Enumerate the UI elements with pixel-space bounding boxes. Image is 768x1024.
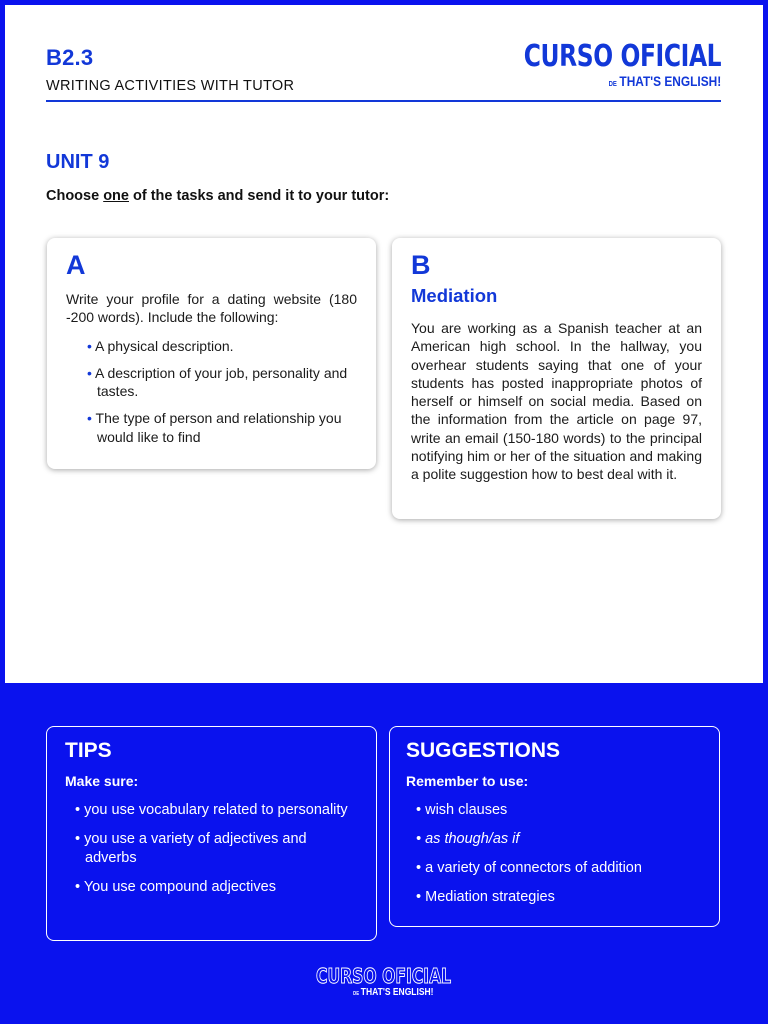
suggestions-title: SUGGESTIONS (406, 739, 561, 762)
task-a-text: Write your profile for a dating website (180 -200 words). Include the following: (66, 291, 357, 326)
task-letter-b: B (411, 250, 431, 280)
task-a-list (66, 337, 357, 446)
list-item-text: Mediation strategies (425, 889, 555, 905)
list-item-text: A description of your job, personality and tastes. (95, 364, 348, 400)
bullet-icon: • (87, 410, 96, 427)
list-item (75, 801, 358, 820)
list-item (87, 364, 357, 401)
footer-logo-line2 (58, 988, 711, 998)
list-item-text: you use vocabulary related to personality (84, 802, 348, 818)
list-item-text: You use compound adjectives (83, 879, 276, 895)
instruction-before: Choose (46, 188, 104, 204)
unit-title: UNIT 9 (46, 151, 110, 173)
task-b-heading: Mediation (411, 285, 498, 306)
bullet-icon: • (75, 831, 85, 847)
list-item (416, 830, 703, 849)
bullet-icon: • (75, 879, 84, 895)
header-divider (46, 100, 721, 102)
tips-list (65, 801, 358, 897)
suggestions-lead: Remember to use: (406, 773, 529, 789)
list-item-text: a variety of connectors of addition (425, 860, 642, 876)
bullet-icon: • (416, 802, 426, 818)
footer-logo-line1: CURSO OFICIAL (316, 964, 452, 988)
list-item (416, 859, 703, 878)
course-code: B2.3 (46, 45, 94, 70)
bullet-icon: • (87, 364, 96, 381)
list-item-text: A physical description. (95, 337, 234, 354)
task-b-text: You are working as a Spanish teacher at an American high school. In the hallway, you overhear students saying that one of your students has posted inappropriate photos of herself or himself on social media. Based on the information from the article on page 97, write an email (150-180 words) to the principal notifying him or her of the situation and making a polite suggestion how to best deal with it. (411, 320, 702, 483)
list-item (87, 337, 357, 355)
page-subtitle: WRITING ACTIVITIES WITH TUTOR (46, 78, 295, 94)
bullet-icon: • (416, 889, 426, 905)
task-card-b (392, 238, 721, 519)
list-item (75, 878, 358, 897)
suggestions-list (406, 801, 703, 907)
list-item (87, 409, 357, 446)
list-item-text: as though/as if (425, 831, 520, 847)
logo-line2 (506, 74, 721, 88)
logo-line1: CURSO OFICIAL (523, 39, 721, 74)
logo-brand: THAT'S ENGLISH! (619, 73, 721, 89)
curso-oficial-logo (468, 39, 721, 89)
footer-logo-de: DE (353, 991, 360, 997)
task-card-a (47, 238, 376, 469)
bullet-icon: • (87, 337, 96, 354)
tips-title: TIPS (65, 739, 112, 762)
list-item-text: you use a variety of adjectives and adverbs (84, 831, 307, 866)
instruction-after: of the tasks and send it to your tutor: (128, 188, 390, 204)
footer-logo-brand: THAT'S ENGLISH! (360, 987, 434, 998)
instruction (46, 188, 389, 204)
instruction-underlined: one (103, 188, 129, 204)
list-item (416, 801, 703, 820)
list-item (75, 830, 358, 868)
logo-de: DE (608, 81, 617, 88)
list-item (416, 888, 703, 907)
bullet-icon: • (416, 831, 426, 847)
footer-logo (0, 966, 768, 998)
bullet-icon: • (75, 802, 85, 818)
tips-lead: Make sure: (65, 773, 139, 789)
task-letter-a: A (66, 250, 86, 280)
bullet-icon: • (416, 860, 426, 876)
list-item-text: The type of person and relationship you would like to find (95, 410, 342, 445)
suggestions-box (389, 726, 720, 927)
list-item-text: wish clauses (425, 802, 508, 818)
tips-box (46, 726, 377, 941)
